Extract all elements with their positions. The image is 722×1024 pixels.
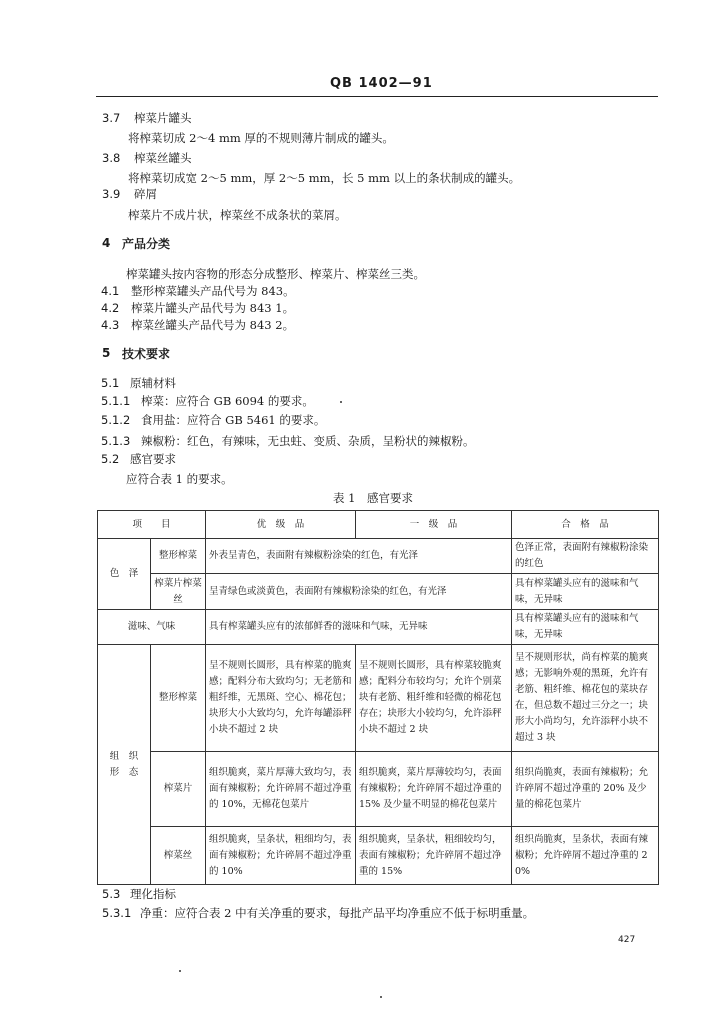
table-caption: 表 1 感官要求 <box>333 491 413 505</box>
label-form-whole: 整形榨菜 <box>151 645 206 752</box>
clause-number: 4.2 <box>101 301 120 315</box>
clause-title: 原辅材料 <box>130 376 176 390</box>
section-number: 5 <box>102 346 111 360</box>
clause-number: 5.3 <box>102 887 121 901</box>
clause-number: 3.9 <box>102 187 121 201</box>
clause-number: 3.8 <box>102 151 121 165</box>
clause-text: 食用盐：应符合 GB 5461 的要求。 <box>141 413 326 427</box>
header-first: 一 级 品 <box>356 511 512 539</box>
clause-text: 整形榨菜罐头产品代号为 843。 <box>131 284 295 298</box>
clause-title: 榨菜片罐头 <box>134 111 192 125</box>
section-number: 4 <box>102 236 111 250</box>
clause-text: 榨菜罐头按内容物的形态分成整形、榨菜片、榨菜丝三类。 <box>126 267 425 281</box>
clause-number: 5.2 <box>101 452 120 466</box>
header-item: 项 目 <box>98 511 206 539</box>
section-title: 产品分类 <box>122 237 171 251</box>
scan-speck <box>179 970 181 972</box>
sensory-requirements-table <box>97 510 659 885</box>
clause-text: 榨菜片罐头产品代号为 843 1。 <box>131 301 295 315</box>
cell-form-whole-e: 呈不规则长圆形，具有榨菜的脆爽感；配料分布大致均匀；无老筋和粗纤维，无黑斑、空心、棉花包；块形大小大致均匀，允许每罐添秤小块不超过 2 块 <box>206 645 356 752</box>
clause-title: 理化指标 <box>130 887 176 901</box>
clause-number: 5.3.1 <box>102 906 132 920</box>
label-form-slice: 榨菜片 <box>151 752 206 827</box>
clause-number: 4.3 <box>101 318 120 332</box>
cell-form-shred-f: 组织脆爽，呈条状，粗细较均匀，表面有辣椒粉；允许碎屑不超过净重的 15% <box>356 827 512 885</box>
header-rule <box>96 96 658 97</box>
clause-title: 感官要求 <box>130 452 176 466</box>
cell-form-slice-q: 组织尚脆爽，表面有辣椒粉；允许碎屑不超过净重的 20% 及少量的棉花包菜片 <box>512 752 659 827</box>
clause-text: 净重：应符合表 2 中有关净重的要求，每批产品平均净重应不低于标明重量。 <box>140 906 535 920</box>
cell-color-slice-q: 具有榨菜罐头应有的滋味和气味，无异味 <box>512 574 659 610</box>
cell-form-shred-q: 组织尚脆爽，呈条状，表面有辣椒粉；允许碎屑不超过净重的 20% <box>512 827 659 885</box>
clause-text: 将榨菜切成 2～4 mm 厚的不规则薄片制成的罐头。 <box>128 131 394 145</box>
label-whole: 整形榨菜 <box>151 539 206 574</box>
clause-number: 5.1.3 <box>101 434 131 448</box>
cell-form-slice-f: 组织脆爽，菜片厚薄较均匀，表面有辣椒粉；允许碎屑不超过净重的 15% 及少量不明显的棉花包菜片 <box>356 752 512 827</box>
clause-number: 5.1 <box>101 376 120 390</box>
clause-title: 碎屑 <box>134 187 157 201</box>
row-group-form: 组 织 形 态 <box>98 645 151 885</box>
header-qualified: 合 格 品 <box>512 511 659 539</box>
clause-title: 榨菜丝罐头 <box>134 151 192 165</box>
label-form-shred: 榨菜丝 <box>151 827 206 885</box>
cell-form-whole-q: 呈不规则形状，尚有榨菜的脆爽感；无影响外观的黑斑，允许有老筋、粗纤维、棉花包的菜块存在，但总数不超过三分之一；块形大小尚均匀，允许添秤小块不超过 3 块 <box>512 645 659 752</box>
clause-number: 5.1.1 <box>101 394 131 408</box>
clause-text: 榨菜：应符合 GB 6094 的要求。 <box>141 394 314 408</box>
page-number: 427 <box>618 935 636 945</box>
scan-speck <box>380 996 382 998</box>
cell-form-whole-f: 呈不规则长圆形，具有榨菜较脆爽感；配料分布较均匀；允许个别菜块有老筋、粗纤维和轻微的棉花包存在；块形大小较均匀，允许添秤小块不超过 2 块 <box>356 645 512 752</box>
scan-speck <box>340 401 342 403</box>
cell-form-shred-e: 组织脆爽，呈条状，粗细均匀，表面有辣椒粉；允许碎屑不超过净重的 10% <box>206 827 356 885</box>
header-excellent: 优 级 品 <box>206 511 356 539</box>
cell-color-slice-ef: 呈青绿色或淡黄色，表面附有辣椒粉涂染的红色，有光泽 <box>206 574 512 610</box>
label-slice-shred: 榨菜片榨菜丝 <box>151 574 206 610</box>
clause-text: 辣椒粉：红色，有辣味，无虫蛀、变质、杂质，呈粉状的辣椒粉。 <box>141 434 475 448</box>
cell-taste-q: 具有榨菜罐头应有的滋味和气味，无异味 <box>512 610 659 645</box>
row-group-color: 色 泽 <box>98 539 151 610</box>
clause-number: 4.1 <box>101 284 120 298</box>
clause-text: 榨菜片不成片状，榨菜丝不成条状的菜屑。 <box>128 208 347 222</box>
cell-color-whole-ef: 外表呈青色，表面附有辣椒粉涂染的红色，有光泽 <box>206 539 512 574</box>
section-title: 技术要求 <box>122 347 171 361</box>
clause-number: 3.7 <box>102 111 121 125</box>
clause-number: 5.1.2 <box>101 413 131 427</box>
clause-text: 将榨菜切成宽 2～5 mm，厚 2～5 mm，长 5 mm 以上的条状制成的罐头。 <box>128 171 521 185</box>
clause-text: 应符合表 1 的要求。 <box>126 472 233 486</box>
clause-text: 榨菜丝罐头产品代号为 843 2。 <box>131 318 295 332</box>
cell-taste-ef: 具有榨菜罐头应有的浓郁鲜香的滋味和气味，无异味 <box>206 610 512 645</box>
row-label-taste: 滋味、气味 <box>98 610 206 645</box>
cell-color-whole-q: 色泽正常，表面附有辣椒粉涂染的红色 <box>512 539 659 574</box>
document-header: QB 1402—91 <box>330 76 433 91</box>
cell-form-slice-e: 组织脆爽，菜片厚薄大致均匀，表面有辣椒粉；允许碎屑不超过净重的 10%，无棉花包菜片 <box>206 752 356 827</box>
